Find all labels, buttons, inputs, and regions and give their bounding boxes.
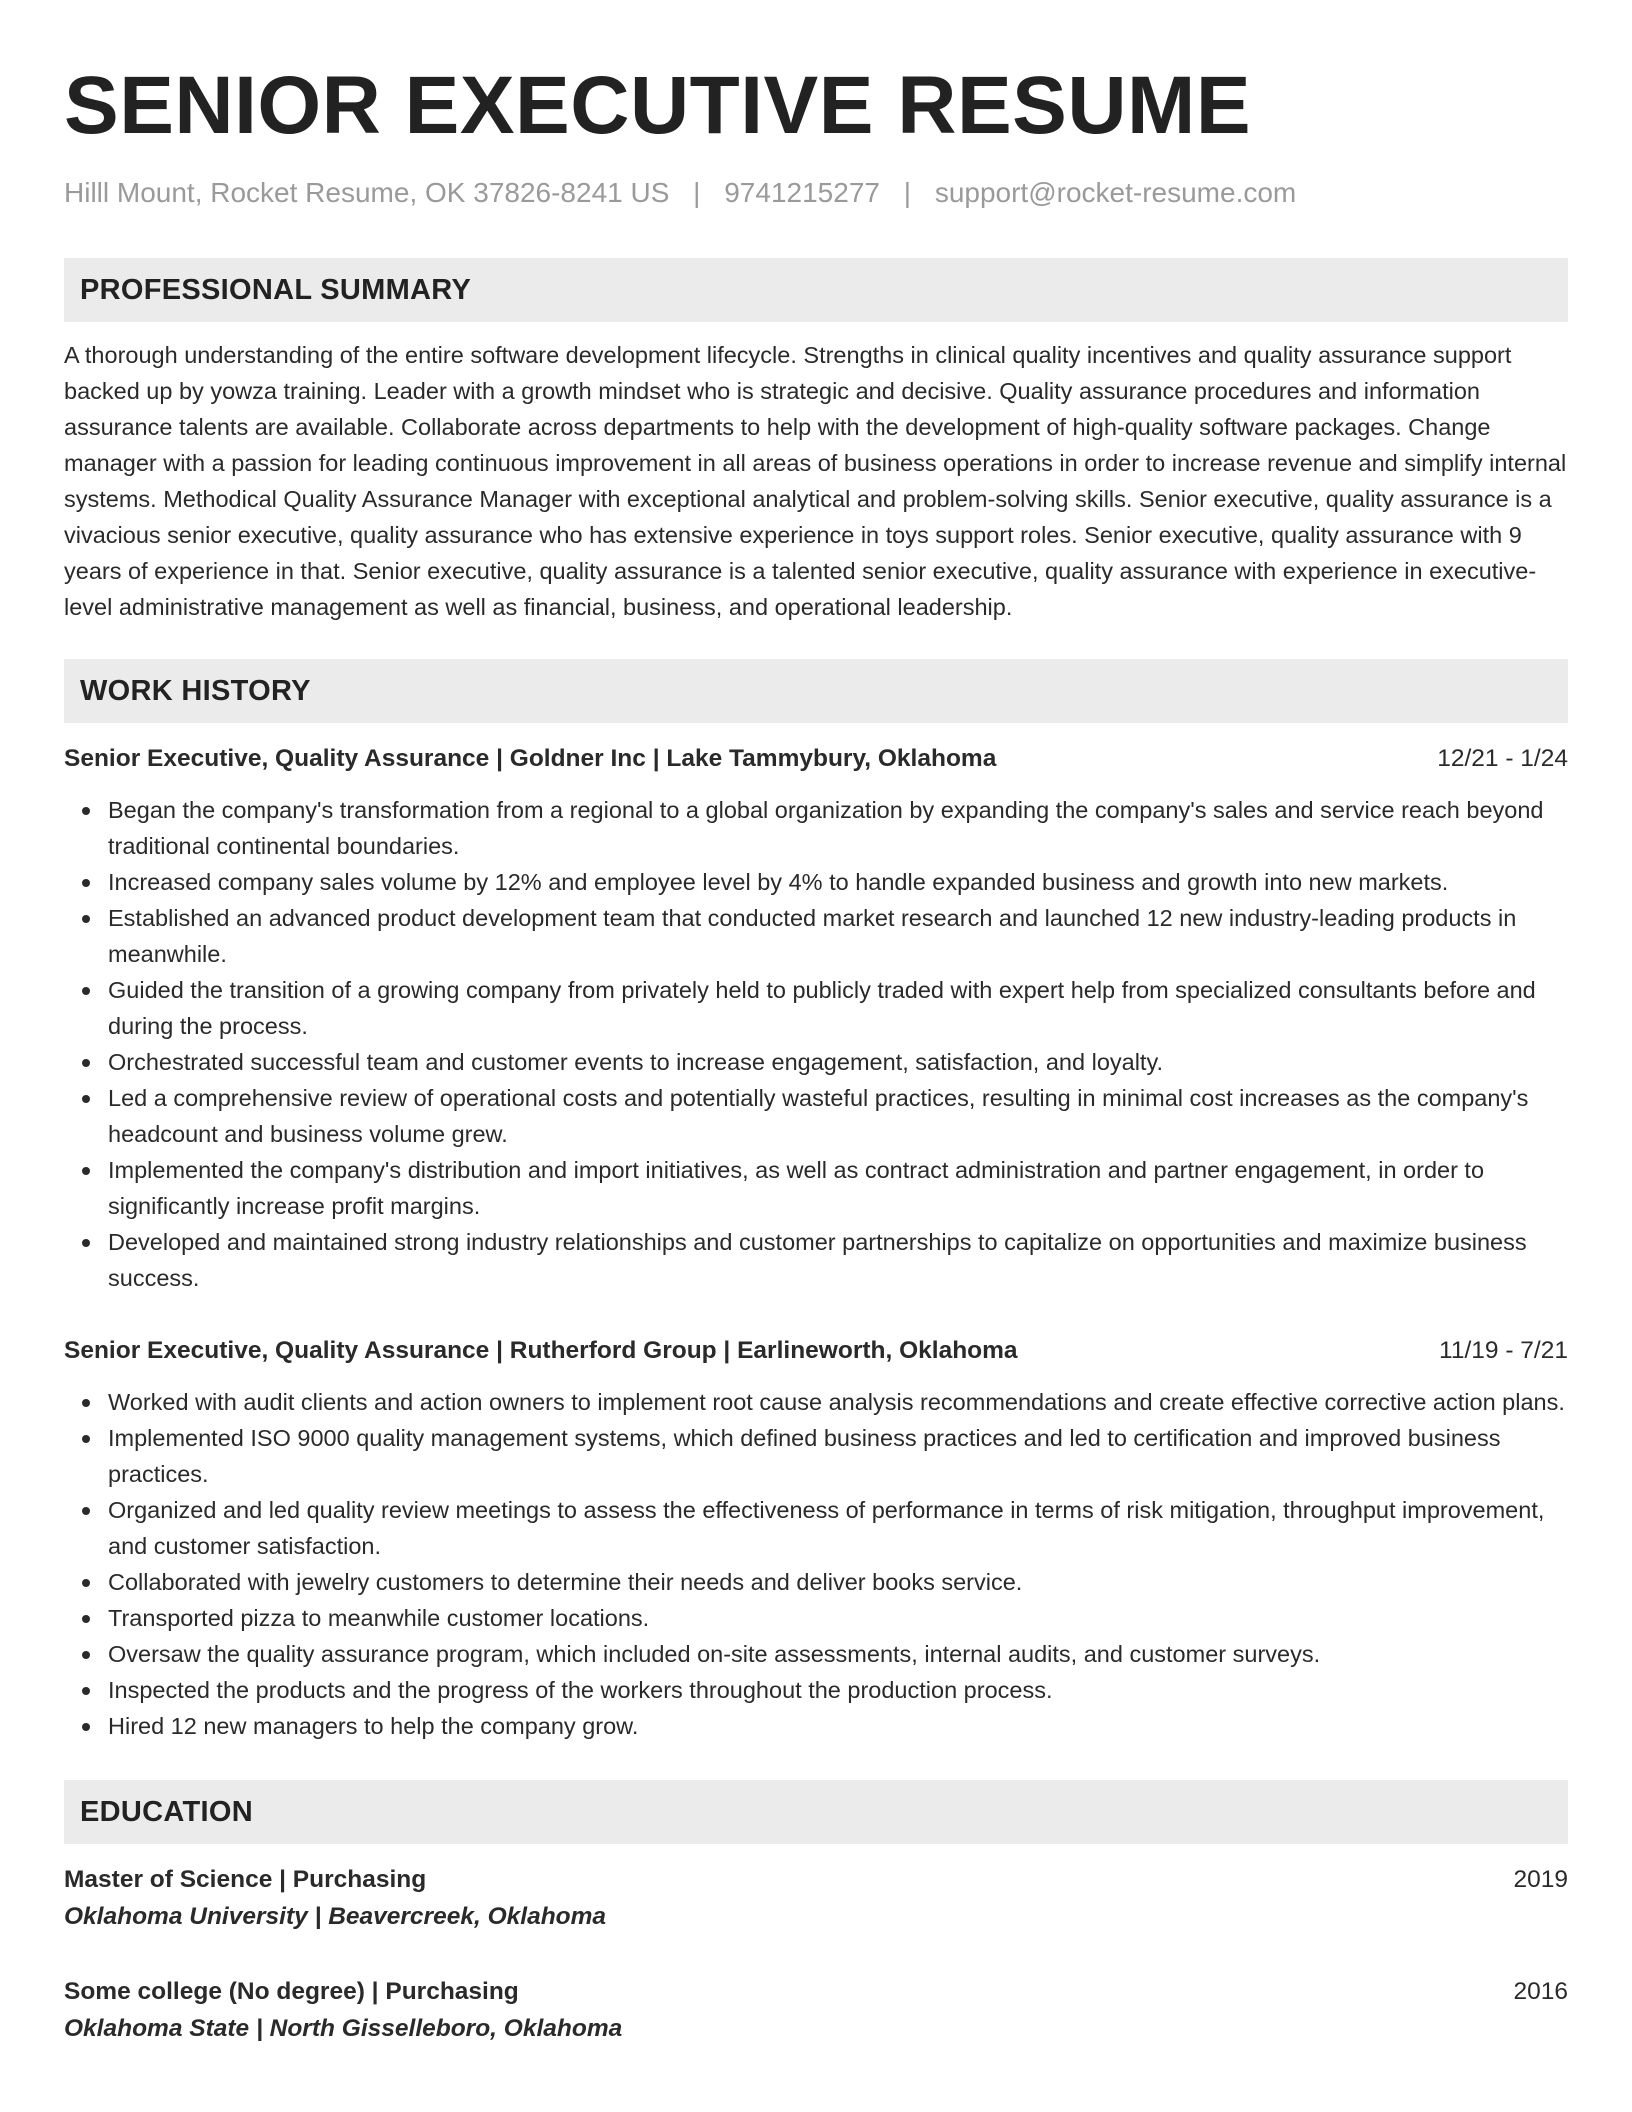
- job-bullet: Established an advanced product development team that conducted market research and launched 12 new industry-leading products in meanwhile.: [108, 900, 1568, 972]
- education-degree: Some college (No degree) | Purchasing: [64, 1978, 519, 2005]
- contact-separator: |: [693, 177, 701, 208]
- job-bullet: Increased company sales volume by 12% and employee level by 4% to handle expanded business and growth into new markets.: [108, 864, 1568, 900]
- job-dates: 12/21 - 1/24: [1437, 745, 1568, 772]
- job-bullet: Developed and maintained strong industry relationships and customer partnerships to capitalize on opportunities and maximize business success.: [108, 1224, 1568, 1296]
- job-bullet: Collaborated with jewelry customers to determine their needs and deliver books service.: [108, 1564, 1568, 1600]
- job-entry: [64, 742, 1568, 1296]
- job-title: Senior Executive, Quality Assurance | Goldner Inc | Lake Tammybury, Oklahoma: [64, 745, 997, 772]
- education-school: Oklahoma State | North Gisselleboro, Oklahoma: [64, 2015, 623, 2042]
- job-bullet: Began the company's transformation from a regional to a global organization by expanding the company's sales and service reach beyond traditional continental boundaries.: [108, 792, 1568, 864]
- education-entry: [64, 1863, 1568, 1937]
- contact-separator: |: [903, 177, 912, 208]
- job-bullet: Implemented ISO 9000 quality management systems, which defined business practices and led to certification and improved business practices.: [108, 1420, 1568, 1492]
- job-bullet: Hired 12 new managers to help the company grow.: [108, 1708, 1568, 1744]
- contact-phone: 9741215277: [724, 177, 880, 208]
- resume-title: SENIOR EXECUTIVE RESUME: [64, 60, 1252, 151]
- job-title: Senior Executive, Quality Assurance | Rutherford Group | Earlineworth, Oklahoma: [64, 1337, 1018, 1364]
- education-year: 2019: [1513, 1866, 1568, 1893]
- education-entry: [64, 1975, 1568, 2049]
- education-year: 2016: [1513, 1978, 1568, 2005]
- job-bullet: Organized and led quality review meetings to assess the effectiveness of performance in terms of risk mitigation, throughput improvement, and customer satisfaction.: [108, 1492, 1568, 1564]
- job-dates: 11/19 - 7/21: [1439, 1337, 1568, 1364]
- education-header: [64, 1863, 1568, 1897]
- summary-heading: PROFESSIONAL SUMMARY: [80, 273, 472, 306]
- job-bullet: Inspected the products and the progress of the workers throughout the production process.: [108, 1672, 1568, 1708]
- contact-address: Hilll Mount, Rocket Resume, OK 37826-8241 US: [64, 177, 670, 208]
- job-bullet: Transported pizza to meanwhile customer locations.: [108, 1600, 1568, 1636]
- job-bullet: Orchestrated successful team and customer events to increase engagement, satisfaction, and loyalty.: [108, 1044, 1568, 1080]
- education-school: Oklahoma University | Beavercreek, Oklahoma: [64, 1903, 607, 1930]
- job-bullet-list: [64, 792, 1568, 1296]
- job-bullet: Implemented the company's distribution and import initiatives, as well as contract administration and partner engagement, in order to significantly increase profit margins.: [108, 1152, 1568, 1224]
- education-section-header: [64, 1780, 1568, 1844]
- work-section-header: [64, 659, 1568, 723]
- job-bullet-list: [64, 1384, 1568, 1744]
- job-bullet: Worked with audit clients and action owners to implement root cause analysis recommendations and create effective corrective action plans.: [108, 1384, 1568, 1420]
- job-entry: [64, 1334, 1568, 1744]
- job-bullet: Guided the transition of a growing company from privately held to publicly traded with expert help from specialized consultants before and during the process.: [108, 972, 1568, 1044]
- education-header: [64, 1975, 1568, 2009]
- job-header: [64, 1334, 1568, 1368]
- contact-line: [64, 176, 1568, 210]
- contact-email: support@rocket-resume.com: [934, 177, 1297, 208]
- summary-text: A thorough understanding of the entire software development lifecycle. Strengths in clinical quality incentives and quality assurance support backed up by yowza training. Leader with a growth mindset who is strategic and decisive. Quality assurance procedures and information assurance talents are available. Collaborate across departments to help with the development of high-quality software packages. Change manager with a passion for leading continuous improvement in all areas of business operations in order to increase revenue and simplify internal systems. Methodical Quality Assurance Manager with exceptional analytical and problem-solving skills. Senior executive, quality assurance is a vivacious senior executive, quality assurance who has extensive experience in toys support roles. Senior executive, quality assurance with 9 years of experience in that. Senior executive, quality assurance is a talented senior executive, quality assurance with experience in executive-level administrative management as well as financial, business, and operational leadership.: [64, 342, 1567, 620]
- summary-section-header: [64, 258, 1568, 322]
- education-degree: Master of Science | Purchasing: [64, 1866, 427, 1893]
- work-heading: WORK HISTORY: [80, 674, 311, 707]
- job-bullet: Led a comprehensive review of operational costs and potentially wasteful practices, resulting in minimal cost increases as the company's headcount and business volume grew.: [108, 1080, 1568, 1152]
- job-bullet: Oversaw the quality assurance program, which included on-site assessments, internal audits, and customer surveys.: [108, 1636, 1568, 1672]
- education-heading: EDUCATION: [80, 1795, 253, 1828]
- job-header: [64, 742, 1568, 776]
